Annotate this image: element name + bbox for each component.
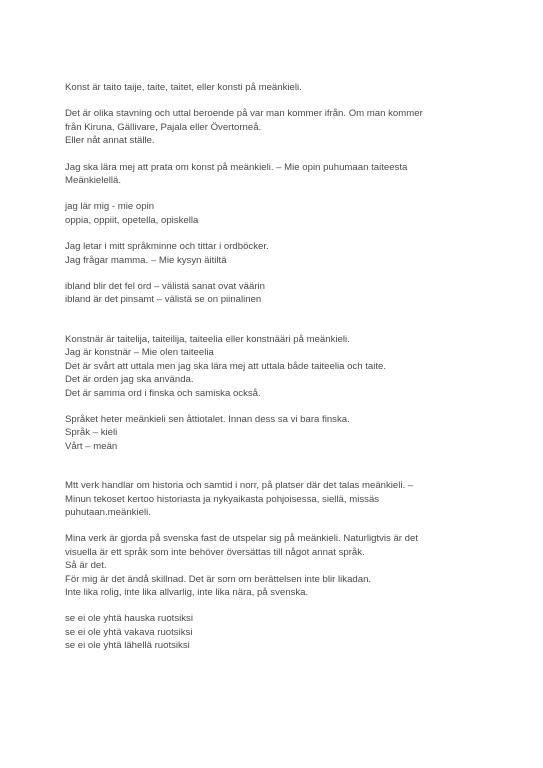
text-line: från Kiruna, Gällivare, Pajala eller Övertorneå.: [65, 121, 262, 133]
text-line: visuella är ett språk som inte behöver översättas till något annat språk.: [65, 546, 365, 558]
text-line: Det är samma ord i finska och samiska också.: [65, 387, 261, 399]
text-line: Det är olika stavning och uttal beroende på var man kommer ifrån. Om man kommer: [65, 108, 423, 120]
text-line: puhutaan.meänkieli.: [65, 506, 151, 518]
text-line: Meänkielellä.: [65, 175, 121, 187]
text-line: Konstnär är taitelija, taiteilija, taiteelia eller konstnääri på meänkieli.: [65, 333, 350, 345]
text-line: Konst är taito taije, taite, taitet, eller konsti på meänkieli.: [65, 82, 302, 93]
paragraph: [65, 240, 485, 267]
text-line: Eller nåt annat ställe.: [65, 135, 155, 147]
text-line: se ei ole yhtä lähellä ruotsiksi: [65, 640, 190, 652]
paragraph: [65, 532, 485, 599]
text-line: Jag letar i mitt språkminne och tittar i ordböcker.: [65, 241, 269, 253]
paragraph: [65, 81, 485, 94]
text-line: Jag ska lära mej att prata om konst på meänkieli. – Mie opin puhumaan taiteesta: [65, 161, 408, 173]
document-page: [65, 81, 485, 666]
text-line: Det är svårt att uttala men jag ska lära mej att uttala både taiteelia och taite.: [65, 360, 387, 372]
paragraph: [65, 161, 485, 188]
text-line: Språk – kieli: [65, 427, 118, 439]
text-line: Vårt – meän: [65, 440, 118, 452]
paragraph: [65, 333, 485, 400]
document-body: [65, 81, 485, 653]
text-line: För mig är det ändå skillnad. Det är som om berättelsen inte blir likadan.: [65, 573, 372, 585]
text-line: Minun tekoset kertoo historiasta ja nykyaikasta pohjoisessa, siellä, missäs: [65, 493, 380, 505]
text-line: Inte lika rolig, inte lika allvarlig, inte lika nära, på svenska.: [65, 586, 309, 598]
text-line: ibland blir det fel ord – välistä sanat ovat väärin: [65, 281, 265, 293]
paragraph: [65, 280, 485, 307]
paragraph: [65, 413, 485, 453]
text-line: se ei ole yhtä hauska ruotsiksi: [65, 613, 193, 625]
text-line: se ei ole yhtä vakava ruotsiksi: [65, 626, 193, 638]
paragraph: [65, 612, 485, 652]
text-line: Jag frågar mamma. – Mie kysyn äitiltä: [65, 254, 227, 266]
text-line: oppia, oppiit, opetella, opiskella: [65, 214, 199, 226]
text-line: ibland är det pinsamt – välistä se on piinalinen: [65, 294, 262, 306]
text-line: Det är orden jag ska använda.: [65, 374, 194, 386]
text-line: Mtt verk handlar om historia och samtid i norr, på platser där det talas meänkieli. –: [65, 480, 414, 492]
text-line: Jag är konstnär – Mie olen taiteelia: [65, 347, 214, 359]
paragraph: [65, 107, 485, 147]
text-line: Så är det.: [65, 560, 107, 572]
text-line: jag lär mig - mie opin: [65, 201, 155, 213]
text-line: Mina verk är gjorda på svenska fast de utspelar sig på meänkieli. Naturligtvis är det: [65, 533, 419, 545]
paragraph: [65, 479, 485, 519]
text-line: Språket heter meänkieli sen åttiotalet. Innan dess sa vi bara finska.: [65, 413, 350, 425]
paragraph: [65, 200, 485, 227]
